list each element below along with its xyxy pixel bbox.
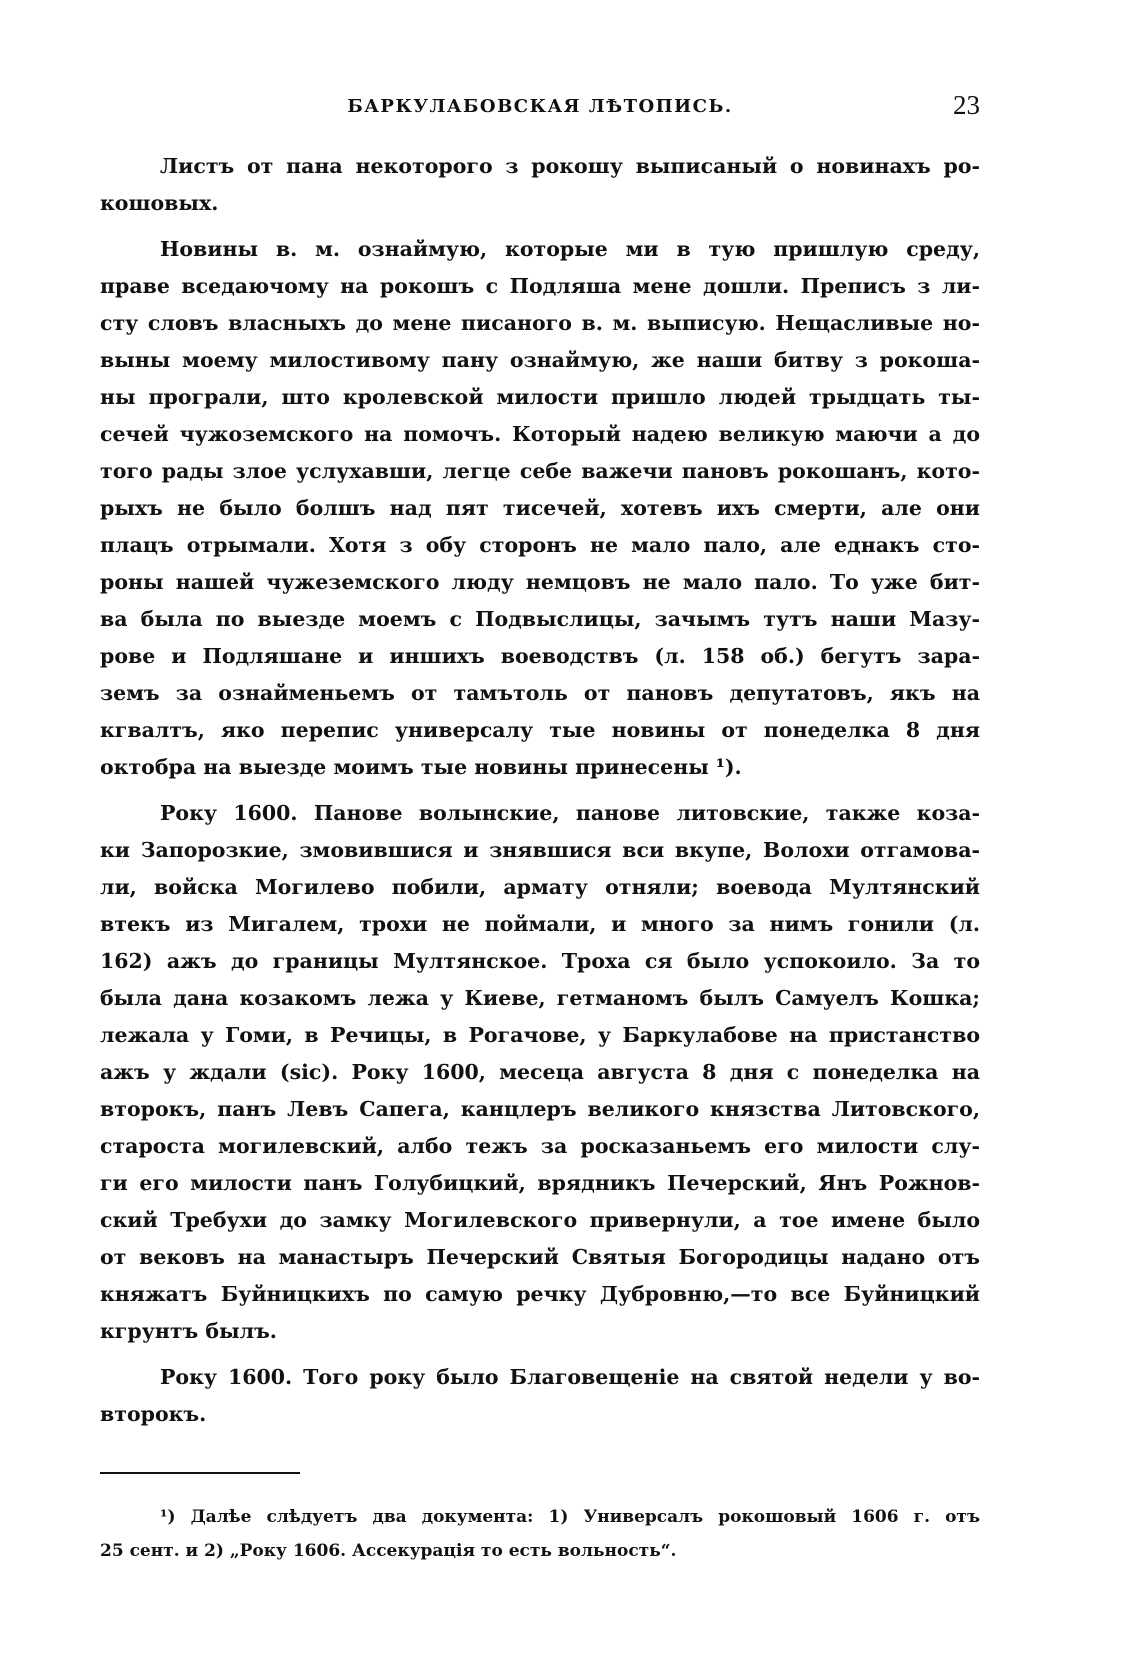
text-line: ки Запорозкие, змовившися и знявшися вси вкупе, Волохи отгамова- (100, 838, 980, 862)
text-line: ли, войска Могилево побили, армату отняли; воевода Мултянский (100, 875, 980, 899)
running-title: БАРКУЛАБОВСКАЯ ЛѢТОПИСЬ. (347, 96, 733, 117)
text-line: плацъ отрымали. Хотя з обу сторонъ не мало пало, але еднакъ сто- (100, 533, 980, 557)
text-line: княжатъ Буйницкихъ по самую речку Дубровню,—то все Буйницкий (100, 1282, 980, 1306)
text-line: рове и Подляшане и иншихъ воеводствъ (л. 158 об.) бегутъ зара- (100, 644, 980, 668)
text-line: была дана козакомъ лежа у Киеве, гетманомъ былъ Самуелъ Кошка; (100, 986, 980, 1010)
paragraph (100, 1359, 980, 1433)
paragraph (100, 795, 980, 1350)
text-line: праве вседаючому на рокошъ с Подляша мене дошли. Преписъ з ли- (100, 274, 980, 298)
text-line: кгрунтъ былъ. (100, 1319, 277, 1343)
text-line: сту словъ власныхъ до мене писаного в. м. выписую. Нещасливые но- (100, 311, 980, 335)
text-line: рыхъ не было болшъ над пят тисечей, хотевъ ихъ смерти, але они (100, 496, 980, 520)
paragraph (100, 148, 980, 222)
text-line: Року 1600. Панове волынские, панове литовские, также коза- (160, 801, 980, 825)
text-line: ажъ у ждали (sic). Року 1600, месеца августа 8 дня с понеделка на (100, 1060, 980, 1084)
footnote-line: ¹) Далѣе слѣдуетъ два документа: 1) Универсалъ рокошовый 1606 г. отъ (160, 1507, 980, 1527)
text-line: второкъ. (100, 1402, 207, 1426)
text-line: Листъ от пана некоторого з рокошу выписаный о новинахъ ро- (160, 154, 980, 178)
text-line: староста могилевский, албо тежъ за росказаньемъ его милости слу- (100, 1134, 980, 1158)
main-text (100, 148, 980, 1442)
text-line: земъ за ознайменьемъ от тамътоль от пановъ депутатовъ, якъ на (100, 681, 980, 705)
text-line: сечей чужоземского на помочъ. Который надею великую маючи а до (100, 422, 980, 446)
text-line: ский Требухи до замку Могилевского привернули, а тое имене было (100, 1208, 980, 1232)
text-line: втекъ из Мигалем, трохи не поймали, и много за нимъ гонили (л. (100, 912, 980, 936)
text-line: кгвалтъ, яко перепис универсалу тые новины от понеделка 8 дня (100, 718, 980, 742)
text-line: лежала у Гоми, в Речицы, в Рогачове, у Баркулабове на пристанство (100, 1023, 980, 1047)
text-line: Новины в. м. ознаймую, которые ми в тую пришлую среду, (160, 237, 980, 261)
page-header (100, 90, 980, 130)
text-line: второкъ, панъ Левъ Сапега, канцлеръ великого князства Литовского, (100, 1097, 980, 1121)
text-line: от вековъ на манастыръ Печерский Святыя Богородицы надано отъ (100, 1245, 980, 1269)
footnote-separator (100, 1472, 300, 1474)
paragraph (100, 231, 980, 786)
text-line: ва была по выезде моемъ с Подвыслицы, зачымъ тутъ наши Мазу- (100, 607, 980, 631)
text-line: выны моему милостивому пану ознаймую, же наши битву з рокоша- (100, 348, 980, 372)
page-number: 23 (953, 90, 980, 120)
text-line: Року 1600. Того року было Благовещеніе на святой недели у во- (160, 1365, 980, 1389)
text-line: роны нашей чужеземского люду немцовъ не мало пало. То уже бит- (100, 570, 980, 594)
footnote (100, 1500, 980, 1568)
text-line: кошовых. (100, 191, 219, 215)
text-line: октобра на выезде моимъ тые новины принесены ¹). (100, 755, 742, 779)
text-line: ны програли, што кролевской милости пришло людей трыдцать ты- (100, 385, 980, 409)
text-line: 162) ажъ до границы Мултянское. Троха ся было успокоило. За то (100, 949, 980, 973)
text-line: ги его милости панъ Голубицкий, врядникъ Печерский, Янъ Рожнов- (100, 1171, 980, 1195)
text-line: того рады злое услухавши, легце себе важечи пановъ рокошанъ, кото- (100, 459, 980, 483)
footnote-line: 25 сент. и 2) „Року 1606. Ассекурація то есть вольность“. (100, 1541, 677, 1561)
